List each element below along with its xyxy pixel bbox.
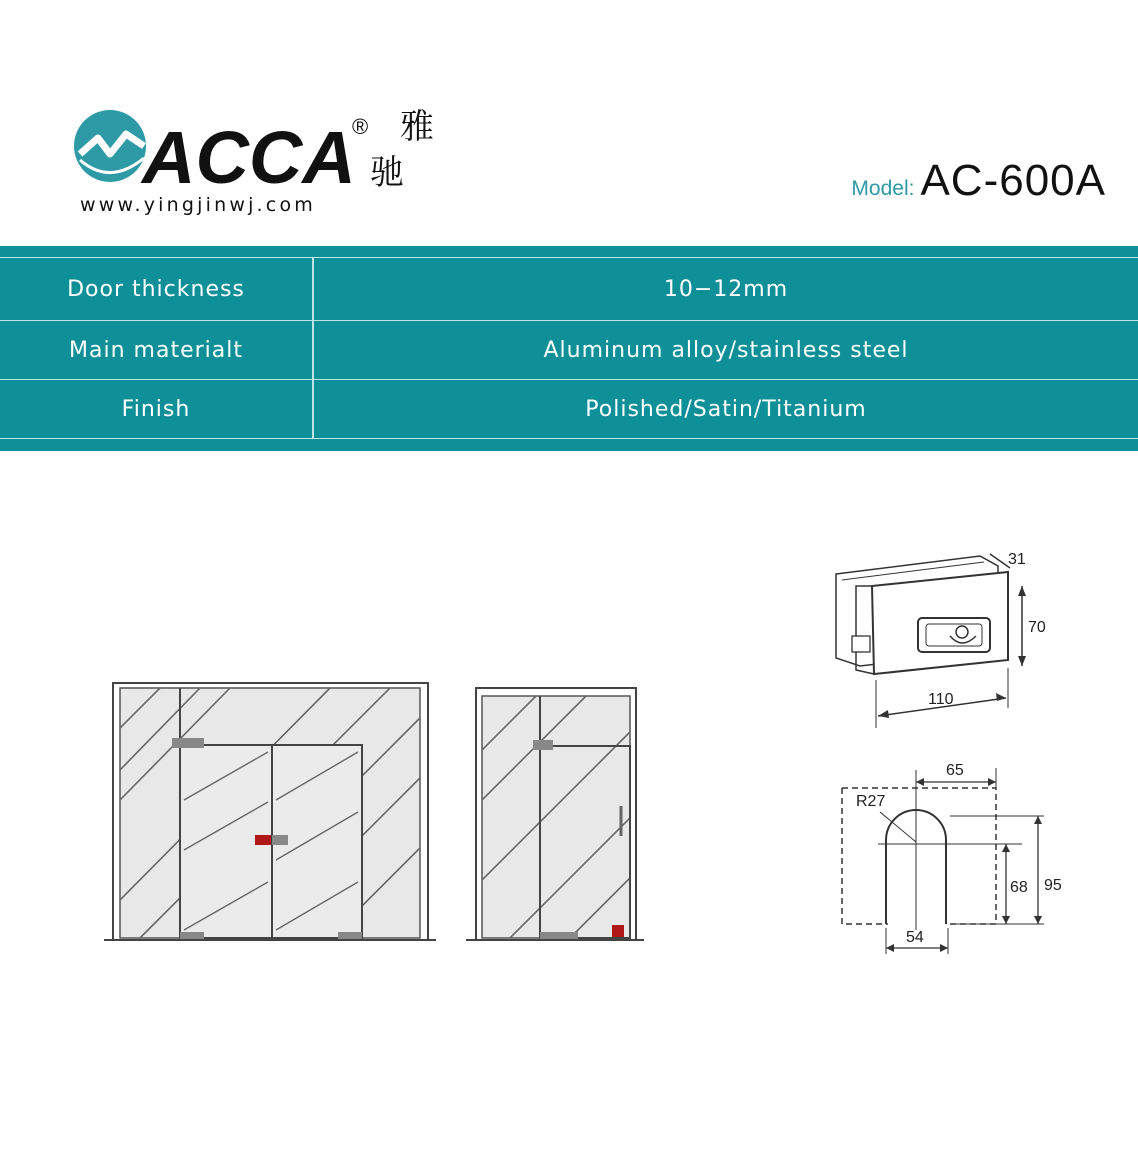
brand-logo-graphic xyxy=(70,98,434,199)
model-value: AC-600A xyxy=(920,156,1106,205)
dim-depth: 31 xyxy=(1008,551,1026,568)
double-door-drawing xyxy=(104,683,436,940)
lock-red-marker-2 xyxy=(612,925,624,937)
technical-drawings xyxy=(0,500,1138,1060)
brand-name: ACCA xyxy=(142,116,356,199)
dim-height: 70 xyxy=(1028,619,1046,636)
registered-mark: ® xyxy=(352,114,369,139)
dim-radius: R27 xyxy=(856,793,886,810)
spec-label: Door thickness xyxy=(0,258,313,321)
model-label: Model: xyxy=(851,177,915,200)
lock-red-marker xyxy=(255,835,271,845)
dim-bottom-width: 54 xyxy=(906,929,924,946)
spec-value: Aluminum alloy/stainless steel xyxy=(313,321,1138,380)
dim-top-width: 65 xyxy=(946,762,964,779)
single-door-drawing xyxy=(466,688,644,940)
brand-url: www.yingjinwj.com xyxy=(80,194,316,216)
dim-total-height: 95 xyxy=(1044,877,1062,894)
spec-label: Main materialt xyxy=(0,321,313,380)
lock-plan-drawing xyxy=(842,762,1062,954)
chinese-mark-char-1: 雅 xyxy=(400,108,434,146)
table-row xyxy=(0,258,1138,321)
table-row xyxy=(0,380,1138,439)
table-row xyxy=(0,321,1138,380)
lock-3d-drawing xyxy=(836,551,1046,728)
spec-value: 10−12mm xyxy=(313,258,1138,321)
spec-table xyxy=(0,257,1138,439)
chinese-mark-char-2: 驰 xyxy=(370,154,404,192)
spec-value: Polished/Satin/Titanium xyxy=(313,380,1138,439)
dim-inner-height: 68 xyxy=(1010,879,1028,896)
dim-width: 110 xyxy=(928,691,954,708)
model-heading xyxy=(851,156,1106,206)
spec-label: Finish xyxy=(0,380,313,439)
